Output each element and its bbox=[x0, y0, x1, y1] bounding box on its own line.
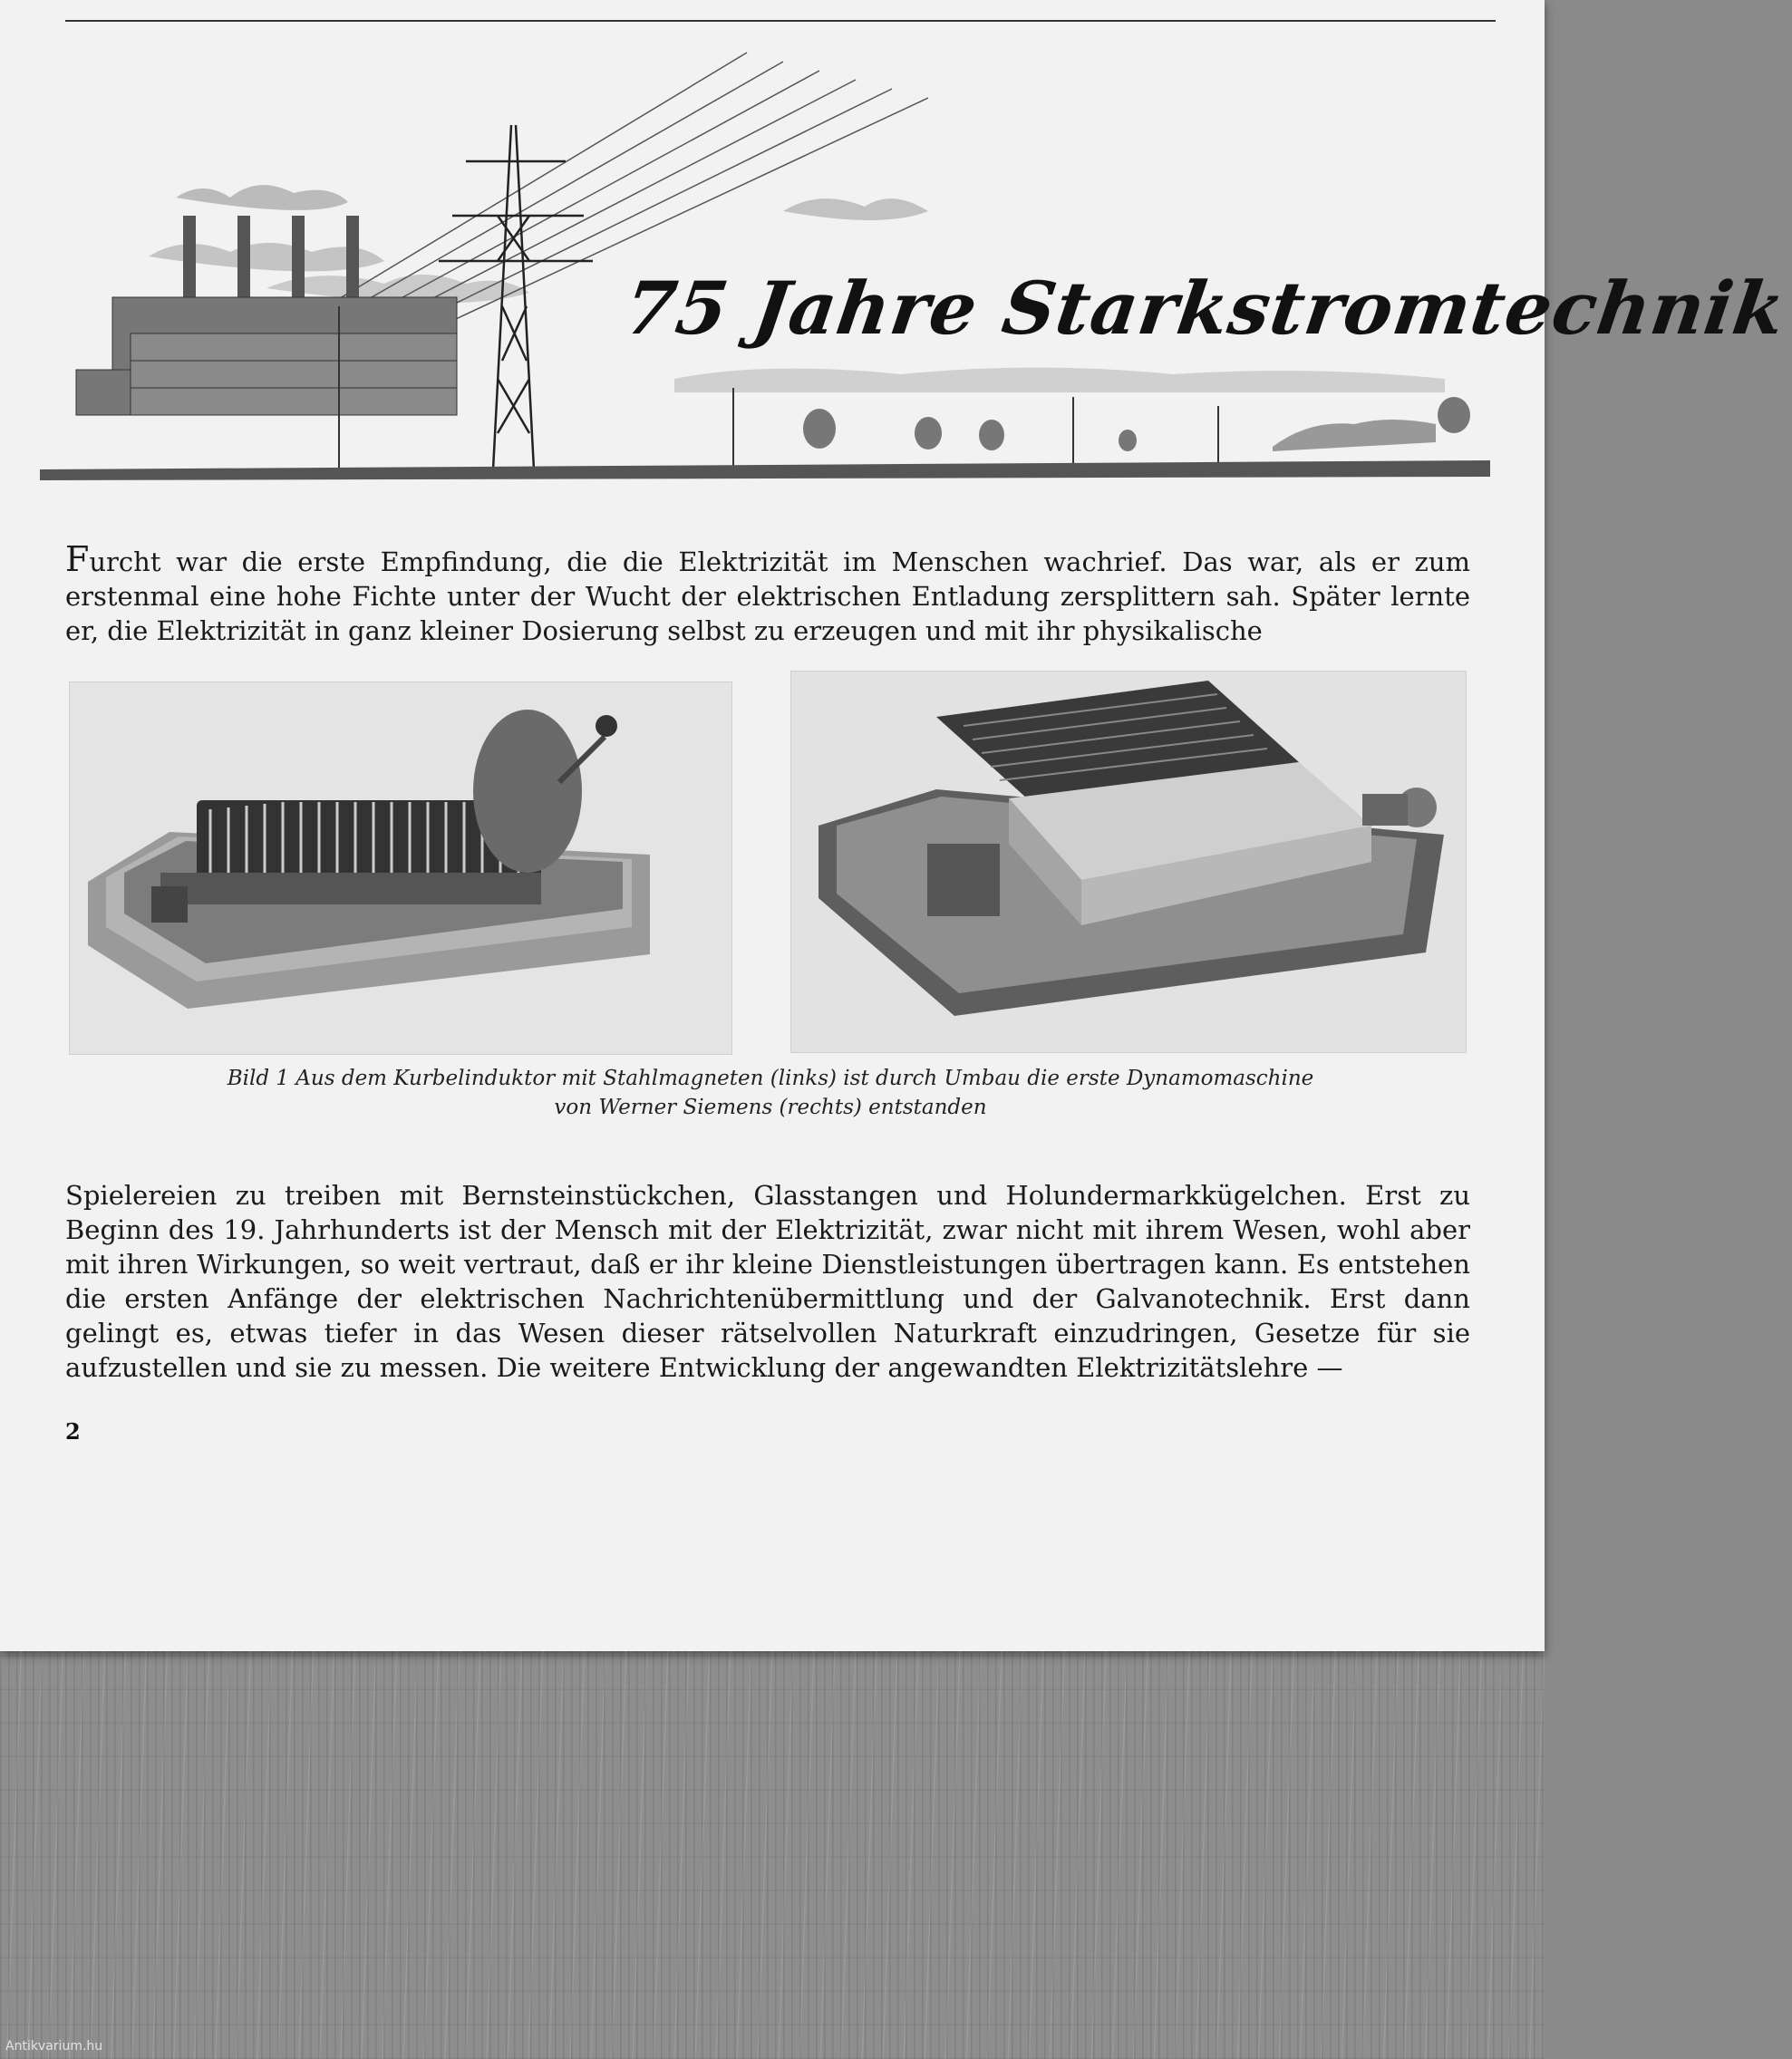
dynamo-machine-photo bbox=[790, 671, 1467, 1053]
caption-line-2: von Werner Siemens (rechts) entstanden bbox=[554, 1096, 987, 1119]
crank-inductor-photo bbox=[69, 682, 732, 1055]
body-paragraph: Spielereien zu treiben mit Bernsteinstückchen, Glasstangen und Holundermarkkügelchen. Erst zu Beginn des 19. Jahrhunderts ist der Mensch mit der Elektrizität, zwar nicht mit ihrem Wesen, wohl aber mit ihren Wirkungen, so weit vertraut, daß er ihr kleine Dienstleistungen übertragen kann. Es entstehen die ersten Anfänge der elektrischen Nachrichtenübermittlung und der Galvanotechnik. Erst dann gelingt es, etwas tiefer in das Wesen dieser rätselvollen Naturkraft einzudringen, Gesetze für sie aufzustellen und sie zu messen. Die weitere Entwicklung der angewandten Elektrizitätslehre — bbox=[65, 1180, 1470, 1383]
watermark-text: Antikvarium.hu bbox=[5, 2039, 103, 2054]
page-number: 2 bbox=[65, 1418, 81, 1445]
top-rule bbox=[65, 20, 1496, 22]
wood-table-background bbox=[0, 1640, 1545, 2059]
intro-text: urcht war die erste Empfindung, die die Elektrizität im Menschen wachrief. Das war, als er zum erstenmal eine hohe Fichte unter der Wucht der elektrischen Entladung zersplittern sah. Später lernte er, die Elektrizität in ganz kleiner Dosierung selbst zu erzeugen und mit ihr physikalische bbox=[65, 546, 1470, 646]
page-title: 75 Jahre Starkstromtechnik bbox=[619, 266, 1791, 351]
drop-cap: F bbox=[65, 539, 90, 579]
figure-caption bbox=[118, 1064, 1423, 1122]
intro-paragraph bbox=[65, 539, 1470, 648]
caption-line-1: Bild 1 Aus dem Kurbelinduktor mit Stahlmagneten (links) ist durch Umbau die erste Dynamomaschine bbox=[227, 1067, 1314, 1090]
